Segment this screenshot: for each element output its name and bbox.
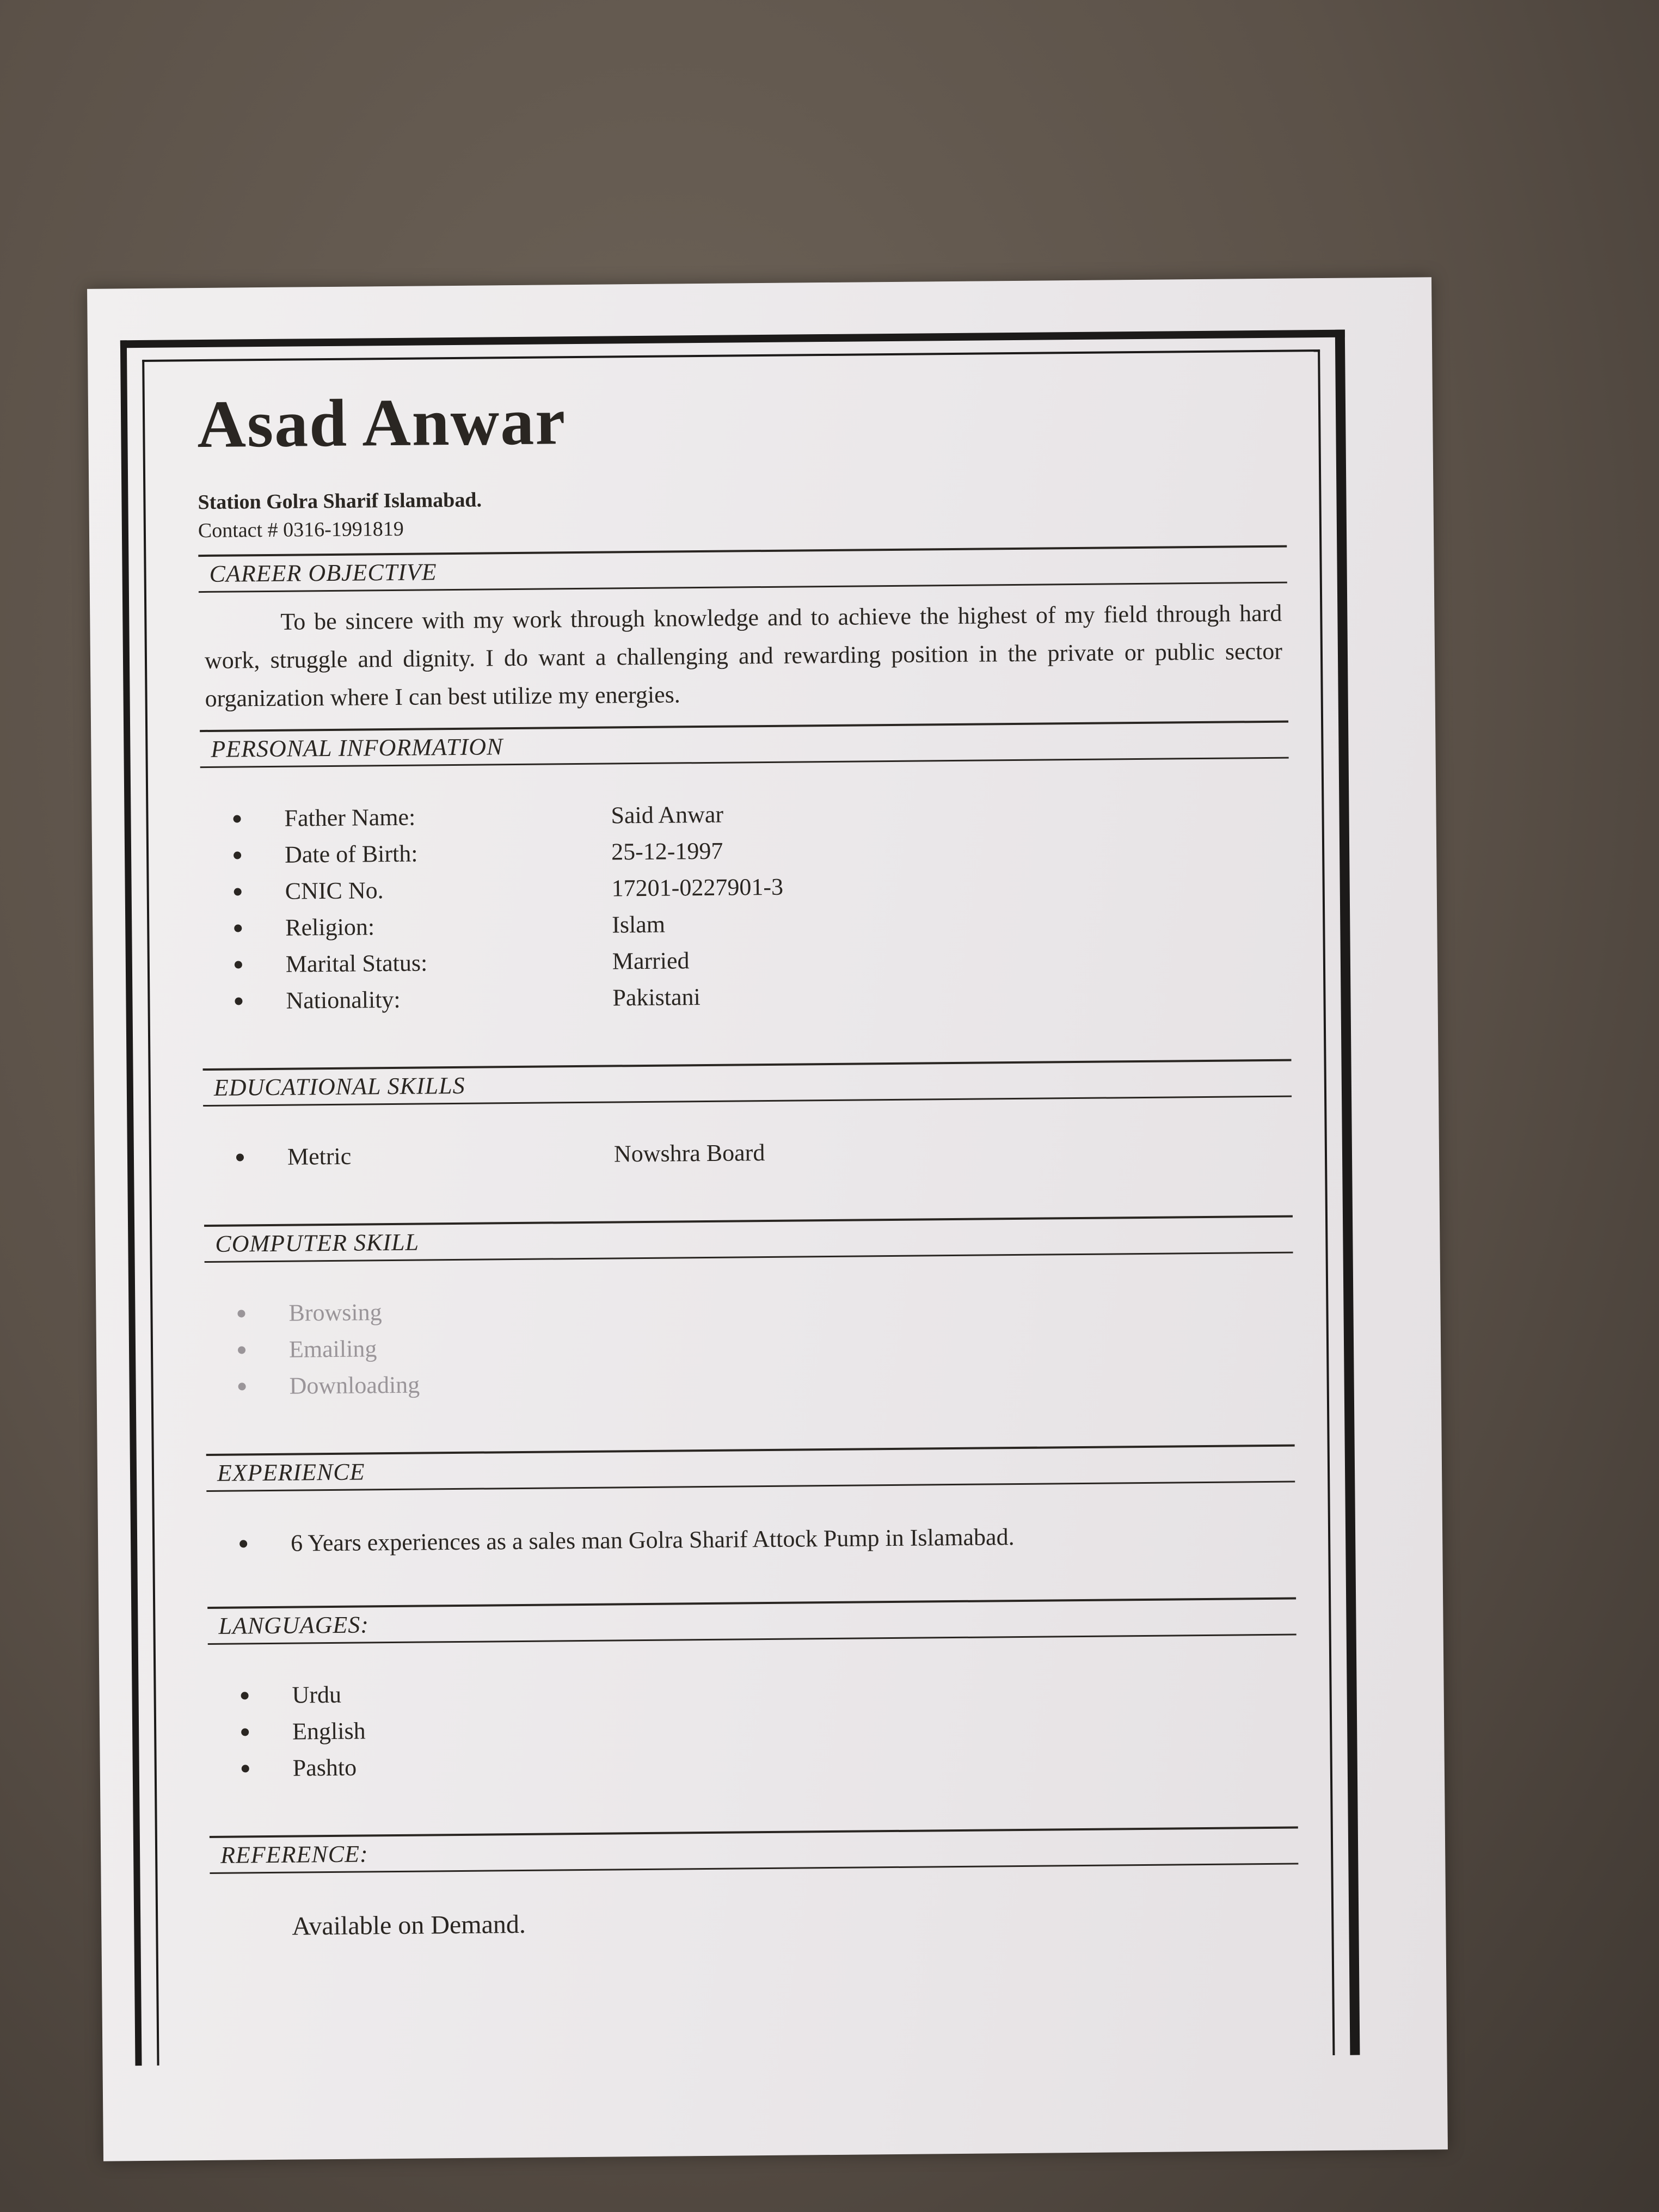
field-value: Islam xyxy=(612,911,666,938)
field-label: Nationality: xyxy=(286,986,401,1014)
bullet-icon xyxy=(236,1153,244,1161)
bullet-icon xyxy=(239,1540,247,1547)
skill-label: Downloading xyxy=(289,1371,420,1399)
experience-heading: EXPERIENCE xyxy=(206,1445,1295,1492)
field-label: Date of Birth: xyxy=(284,840,418,868)
bullet-icon xyxy=(234,924,242,932)
field-value: Nowshra Board xyxy=(613,1139,765,1168)
resume-content xyxy=(197,377,1299,1942)
bullet-icon xyxy=(241,1692,249,1699)
language-label: Pashto xyxy=(292,1754,357,1781)
bullet-icon xyxy=(235,997,242,1005)
bullet-icon xyxy=(237,1310,245,1317)
bullet-icon xyxy=(241,1728,249,1736)
bullet-icon xyxy=(233,815,241,822)
bullet-icon xyxy=(238,1346,245,1354)
field-label: Father Name: xyxy=(284,803,416,832)
field-value: 17201-0227901-3 xyxy=(611,873,784,902)
bullet-icon xyxy=(235,961,242,968)
field-value: Pakistani xyxy=(612,984,701,1011)
skill-label: Browsing xyxy=(288,1299,382,1326)
languages-heading: LANGUAGES: xyxy=(207,1597,1297,1645)
reference-heading: REFERENCE: xyxy=(210,1827,1299,1874)
personal-information-list xyxy=(233,791,1291,1019)
applicant-contact: Contact # 0316-1991819 xyxy=(198,517,404,543)
career-objective-text: To be sincere with my work through knowledge and to achieve the highest of my field through hard work, struggle and dignity. I do want a challenging and rewarding position in the private or public sector organization where I can best utilize my energies. xyxy=(204,599,1283,712)
computer-skill-heading: COMPUTER SKILL xyxy=(204,1215,1293,1263)
personal-information-heading: PERSONAL INFORMATION xyxy=(200,721,1289,768)
experience-item xyxy=(239,1521,1295,1558)
field-value: Said Anwar xyxy=(611,801,724,829)
resume-paper xyxy=(87,277,1448,2161)
experience-text: 6 Years experiences as a sales man Golra Sharif Attock Pump in Islamabad. xyxy=(290,1523,1015,1557)
bullet-icon xyxy=(234,851,241,859)
field-label: Metric xyxy=(287,1142,352,1170)
bullet-icon xyxy=(234,888,242,895)
languages-list xyxy=(241,1668,1298,1787)
educational-skills-list xyxy=(236,1130,1293,1176)
bullet-icon xyxy=(238,1382,246,1390)
bullet-icon xyxy=(242,1765,249,1772)
career-objective-heading: CAREER OBJECTIVE xyxy=(198,545,1287,593)
educational-skills-heading: EDUCATIONAL SKILLS xyxy=(203,1059,1292,1107)
field-label: Religion: xyxy=(285,913,375,941)
field-value: Married xyxy=(612,947,690,975)
reference-text: Available on Demand. xyxy=(292,1909,526,1941)
applicant-name: Asad Anwar xyxy=(196,384,567,462)
skill-label: Emailing xyxy=(288,1335,377,1363)
field-label: CNIC No. xyxy=(285,877,384,905)
language-label: English xyxy=(292,1717,366,1745)
computer-skill-list xyxy=(237,1286,1294,1405)
language-label: Urdu xyxy=(292,1681,342,1709)
field-value: 25-12-1997 xyxy=(611,837,723,865)
field-label: Marital Status: xyxy=(285,949,428,978)
list-item xyxy=(236,1130,1293,1176)
applicant-address: Station Golra Sharif Islamabad. xyxy=(198,488,482,514)
